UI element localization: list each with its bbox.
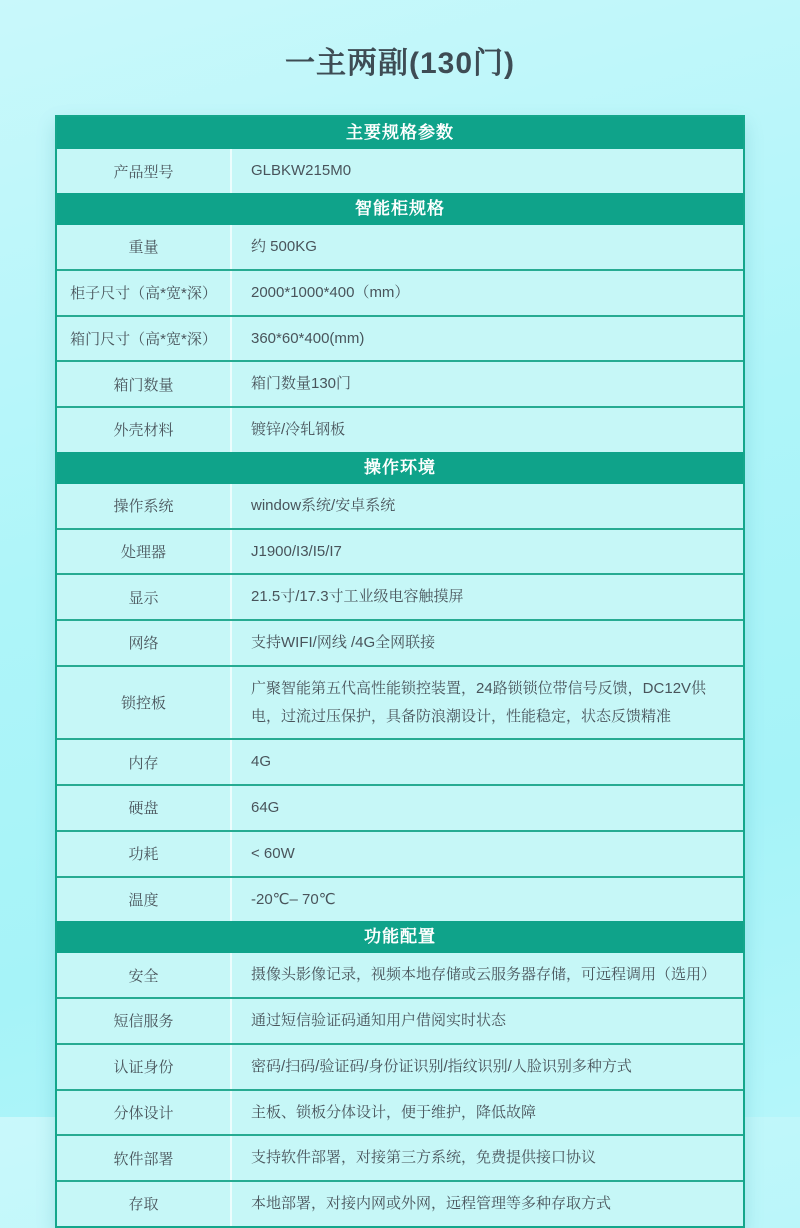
spec-row [57, 573, 743, 619]
spec-label: 存取 [57, 1182, 232, 1226]
spec-value: 4G [251, 753, 272, 771]
spec-row [57, 1134, 743, 1180]
spec-label: 网络 [57, 621, 232, 665]
spec-value: < 60W [251, 844, 295, 862]
section-header: 智能柜规格 [57, 193, 743, 225]
spec-value: 64G [251, 799, 280, 816]
spec-row [57, 225, 743, 269]
spec-value: 镀锌/冷轧钢板 [251, 421, 346, 438]
spec-label: 柜子尺寸（高*宽*深） [57, 271, 232, 315]
section-header: 主要规格参数 [57, 117, 743, 149]
spec-label: 产品型号 [57, 149, 232, 193]
spec-value: 21.5寸/17.3寸工业级电容触摸屏 [251, 588, 464, 606]
section-main-specs [57, 117, 743, 193]
spec-value: 密码/扫码/验证码/身份证识别/指纹识别/人脸识别多种方式 [251, 1057, 632, 1075]
spec-value: 支持软件部署，对接第三方系统，免费提供接口协议 [251, 1149, 597, 1167]
spec-row [57, 784, 743, 830]
spec-row [57, 619, 743, 665]
section-feature-config [57, 921, 743, 1226]
section-operating-environment [57, 452, 743, 922]
spec-value: 约 500KG [251, 238, 317, 255]
spec-value: 摄像头影像记录，视频本地存储或云服务器存储，可远程调用（选用） [251, 966, 717, 984]
spec-label: 温度 [57, 878, 232, 922]
spec-value: -20℃– 70℃ [251, 890, 336, 908]
spec-value: 支持WIFI/网线 /4G全网联接 [251, 634, 436, 651]
spec-label: 认证身份 [57, 1045, 232, 1089]
spec-label: 内存 [57, 740, 232, 784]
spec-table [55, 115, 745, 1228]
spec-value: 广聚智能第五代高性能锁控装置，24路锁锁位带信号反馈，DC12V供电，过流过压保护，具备防浪潮设计，性能稳定，状态反馈精准 [251, 679, 707, 725]
spec-label: 分体设计 [57, 1091, 232, 1135]
spec-row [57, 1180, 743, 1226]
spec-label: 硬盘 [57, 786, 232, 830]
spec-label: 安全 [57, 953, 232, 997]
spec-value: 2000*1000*400（mm） [251, 283, 410, 301]
spec-value: window系统/安卓系统 [251, 496, 396, 514]
spec-row [57, 1089, 743, 1135]
spec-row [57, 149, 743, 193]
spec-row [57, 406, 743, 452]
spec-label: 重量 [57, 225, 232, 269]
spec-label: 箱门尺寸（高*宽*深） [57, 317, 232, 361]
spec-label: 短信服务 [57, 999, 232, 1043]
spec-value: 360*60*400(mm) [251, 329, 365, 347]
spec-row [57, 953, 743, 997]
spec-row [57, 484, 743, 528]
spec-row [57, 665, 743, 739]
spec-value: 本地部署，对接内网或外网，远程管理等多种存取方式 [251, 1195, 612, 1212]
spec-row [57, 1043, 743, 1089]
spec-value: 主板、锁板分体设计，便于维护，降低故障 [251, 1103, 537, 1121]
section-header: 功能配置 [57, 921, 743, 953]
spec-label: 功耗 [57, 832, 232, 876]
spec-label: 软件部署 [57, 1136, 232, 1180]
spec-label: 锁控板 [57, 667, 232, 739]
section-header: 操作环境 [57, 452, 743, 484]
spec-row [57, 360, 743, 406]
spec-row [57, 738, 743, 784]
spec-label: 处理器 [57, 530, 232, 574]
spec-value: J1900/I3/I5/I7 [251, 542, 342, 560]
spec-row [57, 830, 743, 876]
spec-label: 操作系统 [57, 484, 232, 528]
page-title: 一主两副(130门) [284, 47, 516, 80]
section-cabinet-specs [57, 193, 743, 452]
spec-row [57, 997, 743, 1043]
spec-label: 箱门数量 [57, 362, 232, 406]
spec-row [57, 876, 743, 922]
spec-label: 显示 [57, 575, 232, 619]
spec-value: 通过短信验证码通知用户借阅实时状态 [251, 1012, 507, 1029]
spec-row [57, 528, 743, 574]
spec-value: GLBKW215M0 [251, 162, 352, 180]
spec-row [57, 269, 743, 315]
spec-label: 外壳材料 [57, 408, 232, 452]
spec-row [57, 315, 743, 361]
spec-value: 箱门数量130门 [251, 375, 352, 393]
